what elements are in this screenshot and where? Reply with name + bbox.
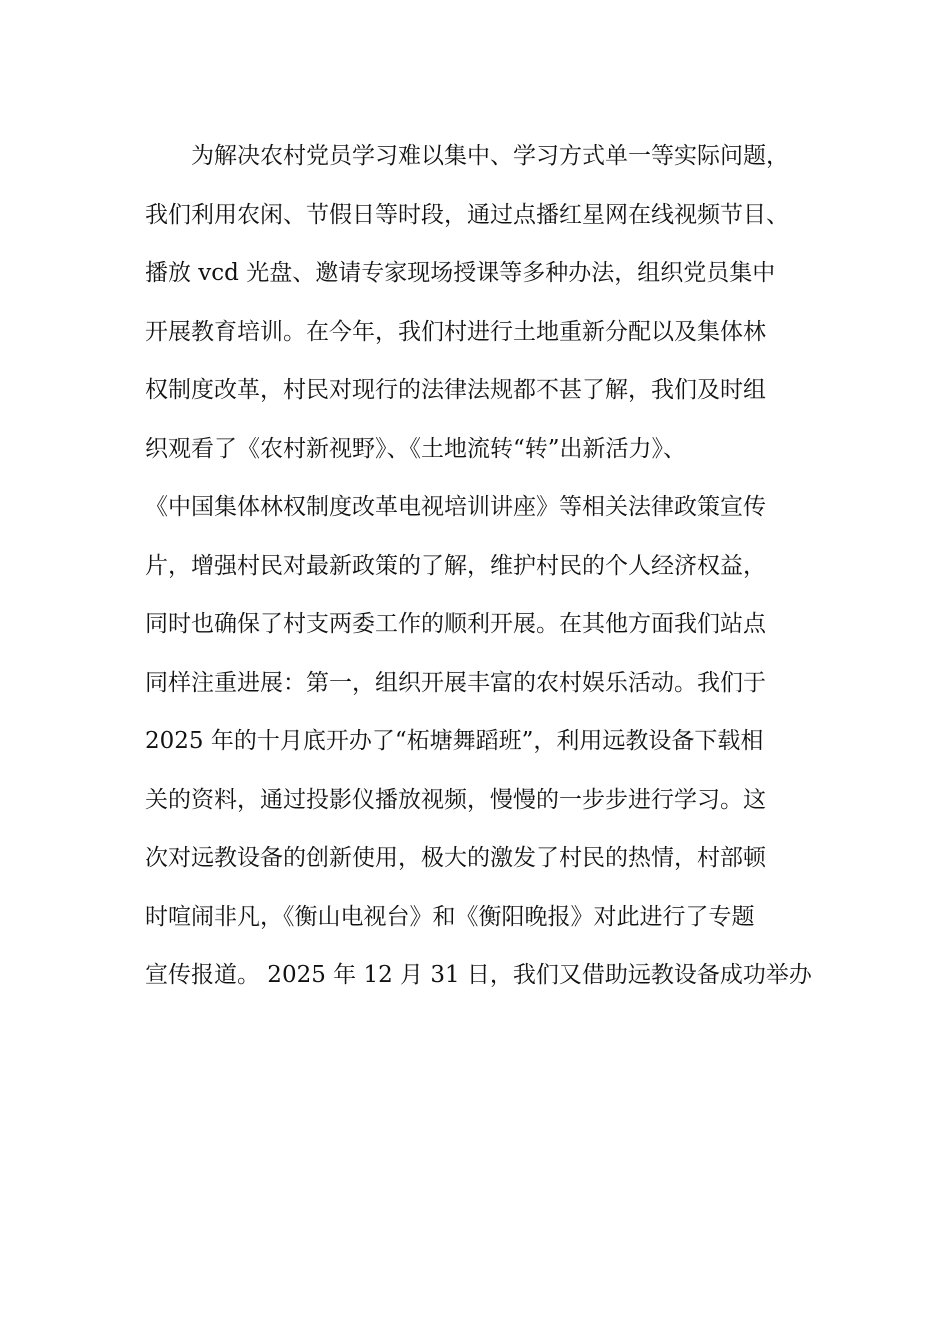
text-line: 时喧闹非凡，《衡山电视台》和《衡阳晚报》对此进行了专题 [145,903,755,930]
text-line: 次对远教设备的创新使用，极大的激发了村民的热情，村部顿 [145,845,766,871]
text-line: 为解决农村党员学习难以集中、学习方式单一等实际问题， [191,143,789,169]
text-line: 《中国集体林权制度改革电视培训讲座》等相关法律政策宣传 [145,494,766,520]
text-line: 同时也确保了村支两委工作的顺利开展。在其他方面我们站点 [145,611,766,637]
text-line: 织观看了《农村新视野》、《土地流转“转”出新活力》、 [145,435,687,462]
body-paragraph [145,127,825,1005]
text-line: 关的资料，通过投影仪播放视频，慢慢的一步步进行学习。这 [145,786,766,813]
text-line: 同样注重进展：第一，组织开展丰富的农村娱乐活动。我们于 [145,669,766,696]
text-line: 片，增强村民对最新政策的了解，维护村民的个人经济权益， [145,552,766,579]
text-line: 宣传报道。 2025 年 12 月 31 日，我们又借助远教设备成功举办 [145,962,812,988]
text-line: 播放 vcd 光盘、邀请专家现场授课等多种办法，组织党员集中 [145,260,776,286]
text-line: 2025 年的十月底开办了“柘塘舞蹈班”，利用远教设备下载相 [145,728,764,754]
text-line: 开展教育培训。在今年，我们村进行土地重新分配以及集体林 [145,318,766,345]
text-line: 权制度改革，村民对现行的法律法规都不甚了解，我们及时组 [145,377,766,403]
text-line: 我们利用农闲、节假日等时段，通过点播红星网在线视频节目、 [145,201,789,228]
